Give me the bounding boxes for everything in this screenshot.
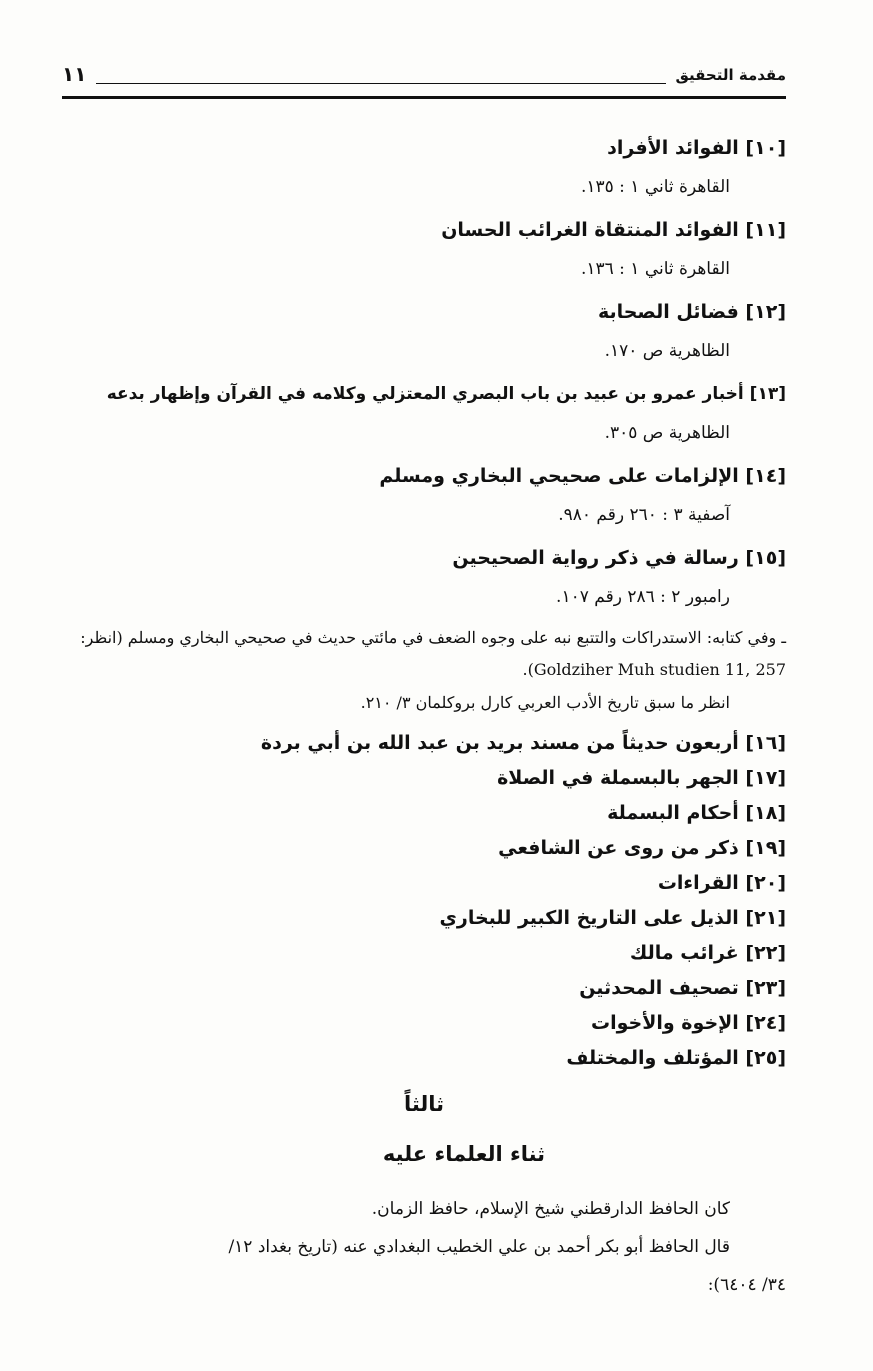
entry-location: رامبور ٢ : ٢٨٦ رقم ١٠٧. [556,587,730,607]
entry-title: [١٧] الجهر بالبسملة في الصلاة [497,767,786,789]
entry-title: [١٨] أحكام البسملة [607,802,786,824]
page-body [62,130,786,1304]
body-paragraph-continuation: ٣٤/ ٦٤٠٤): [707,1275,786,1295]
latin-reference: Goldziher Muh studien 11, 257 [533,660,786,679]
entry-title: [٢٢] غرائب مالك [629,942,786,964]
entry-title: [٢١] الذيل على التاريخ الكبير للبخاري [439,907,786,929]
entry-location: القاهرة ثاني ١ : ١٣٥. [580,177,730,197]
entry-list [62,130,786,622]
page-header [62,62,786,99]
entry-title: [١٥] رسالة في ذكر رواية الصحيحين [452,547,786,569]
entry-title: [١٩] ذكر من روى عن الشافعي [498,837,786,859]
header-rule [96,83,666,84]
entry-title: [١٦] أربعون حديثاً من مسند بريد بن عبد الله بن أبي بردة [260,732,786,754]
entry-title: [١٢] فضائل الصحابة [597,301,786,323]
body-paragraph: قال الحافظ أبو بكر أحمد بن علي الخطيب البغدادي عنه (تاريخ بغداد ١٢/ [228,1237,730,1257]
reference-note: انظر ما سبق تاريخ الأدب العربي كارل بروكلمان ٣/ ٢١٠. [360,693,730,712]
entry-title: [١٣] أخبار عمرو بن عبيد بن باب البصري المعتزلي وكلامه في القرآن وإظهار بدعه [106,384,786,404]
entry-title: [٢٣] تصحيف المحدثين [579,977,786,999]
entry-title: [١٤] الإلزامات على صحيحي البخاري ومسلم [379,465,786,487]
body-paragraph: كان الحافظ الدارقطني شيخ الإسلام، حافظ الزمان. [371,1199,730,1219]
short-entry-list [62,726,786,1076]
section-title: ثناء العلماء عليه [382,1142,546,1166]
entry-location: الظاهرية ص ١٧٠. [604,341,730,361]
section-label: ثالثاً [403,1092,445,1116]
running-head: مقدمة التحقيق [675,66,786,84]
entry-location: الظاهرية ص ٣٠٥. [604,423,730,443]
entry-title: [٢٤] الإخوة والأخوات [591,1012,786,1034]
footnote-paragraph: ـ وفي كتابه: الاستدراكات والتتبع نبه على وجوه الضعف في مائتي حديث في صحيحي البخاري ومسلم (انظر: Goldziher Muh studien 11, 257). [80,628,786,679]
entry-title: [١٠] الفوائد الأفراد [607,137,786,159]
entry-title: [١١] الفوائد المنتقاة الغرائب الحسان [441,219,786,241]
entry-location: القاهرة ثاني ١ : ١٣٦. [580,259,730,279]
page-number: ١١ [62,62,87,86]
entry-location: آصفية ٣ : ٢٦٠ رقم ٩٨٠. [558,505,730,525]
entry-title: [٢٥] المؤتلف والمختلف [566,1047,786,1069]
entry-title: [٢٠] القراءات [657,872,786,894]
